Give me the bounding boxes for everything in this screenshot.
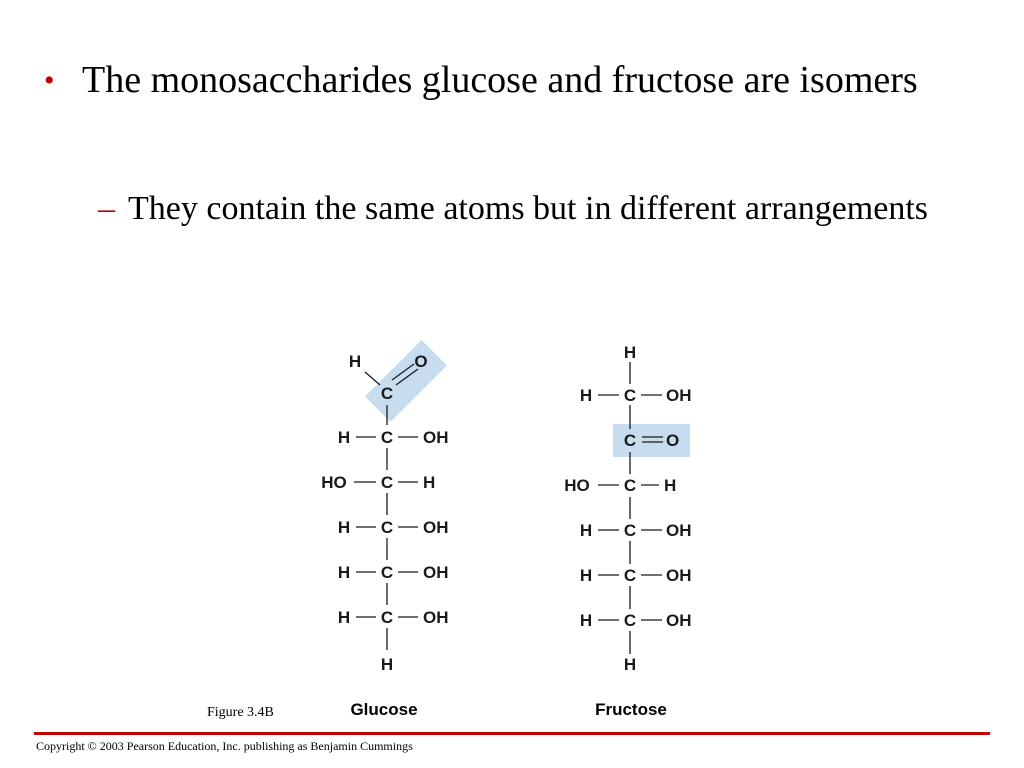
fructose-c4-left: H bbox=[579, 521, 593, 540]
glucose-c4-right: OH bbox=[423, 518, 449, 537]
fructose-c4: C bbox=[623, 521, 637, 540]
fructose-name: Fructose bbox=[595, 700, 667, 719]
fructose-atoms bbox=[564, 343, 691, 674]
fructose-c6-right: OH bbox=[666, 611, 692, 630]
glucose-c2-right: OH bbox=[423, 428, 449, 447]
glucose-c5: C bbox=[380, 563, 394, 582]
glucose-name: Glucose bbox=[350, 700, 418, 719]
bullet-marker: • bbox=[44, 64, 55, 97]
glucose-c2: C bbox=[380, 428, 394, 447]
glucose-c6-left: H bbox=[337, 608, 351, 627]
fructose-c5-right: OH bbox=[666, 566, 692, 585]
footer-divider bbox=[34, 732, 990, 735]
fructose-carbonyl-o: O bbox=[666, 431, 680, 450]
copyright-notice: Copyright © 2003 Pearson Education, Inc. publishing as Benjamin Cummings bbox=[36, 739, 413, 753]
glucose-c3-left: HO bbox=[321, 473, 347, 492]
figure-label: Figure 3.4B bbox=[207, 705, 274, 720]
main-bullet-text: The monosaccharides glucose and fructose are isomers bbox=[82, 59, 918, 101]
fructose-c5-left: H bbox=[579, 566, 593, 585]
fructose-c4-right: OH bbox=[666, 521, 692, 540]
glucose-c3: C bbox=[380, 473, 394, 492]
glucose-c2-left: H bbox=[337, 428, 351, 447]
glucose-carbonyl-highlight bbox=[365, 340, 447, 422]
glucose-top-h: H bbox=[348, 352, 362, 371]
fructose-c1: C bbox=[623, 386, 637, 405]
fructose-c5: C bbox=[623, 566, 637, 585]
fructose-c6-left: H bbox=[579, 611, 593, 630]
glucose-c3-right: H bbox=[423, 473, 436, 492]
glucose-carbonyl-o: O bbox=[414, 352, 428, 371]
fructose-c1-left: H bbox=[579, 386, 593, 405]
sub-bullet-text: They contain the same atoms but in different arrangements bbox=[128, 190, 928, 227]
glucose-c6: C bbox=[380, 608, 394, 627]
sub-bullet-marker: – bbox=[98, 190, 115, 227]
glucose-c6-right: OH bbox=[423, 608, 449, 627]
fructose-c3-right: H bbox=[664, 476, 677, 495]
glucose-atoms bbox=[321, 352, 448, 674]
fructose-top-h: H bbox=[623, 343, 637, 362]
fructose-c2: C bbox=[623, 431, 637, 450]
glucose-c4: C bbox=[380, 518, 394, 537]
fructose-c1-right: OH bbox=[666, 386, 692, 405]
glucose-c5-left: H bbox=[337, 563, 351, 582]
fructose-c3: C bbox=[623, 476, 637, 495]
fructose-c3-left: HO bbox=[564, 476, 590, 495]
glucose-bottom-h: H bbox=[380, 655, 394, 674]
fructose-c6: C bbox=[623, 611, 637, 630]
glucose-c1: C bbox=[380, 384, 394, 403]
fructose-bottom-h: H bbox=[623, 655, 637, 674]
glucose-c5-right: OH bbox=[423, 563, 449, 582]
glucose-c4-left: H bbox=[337, 518, 351, 537]
